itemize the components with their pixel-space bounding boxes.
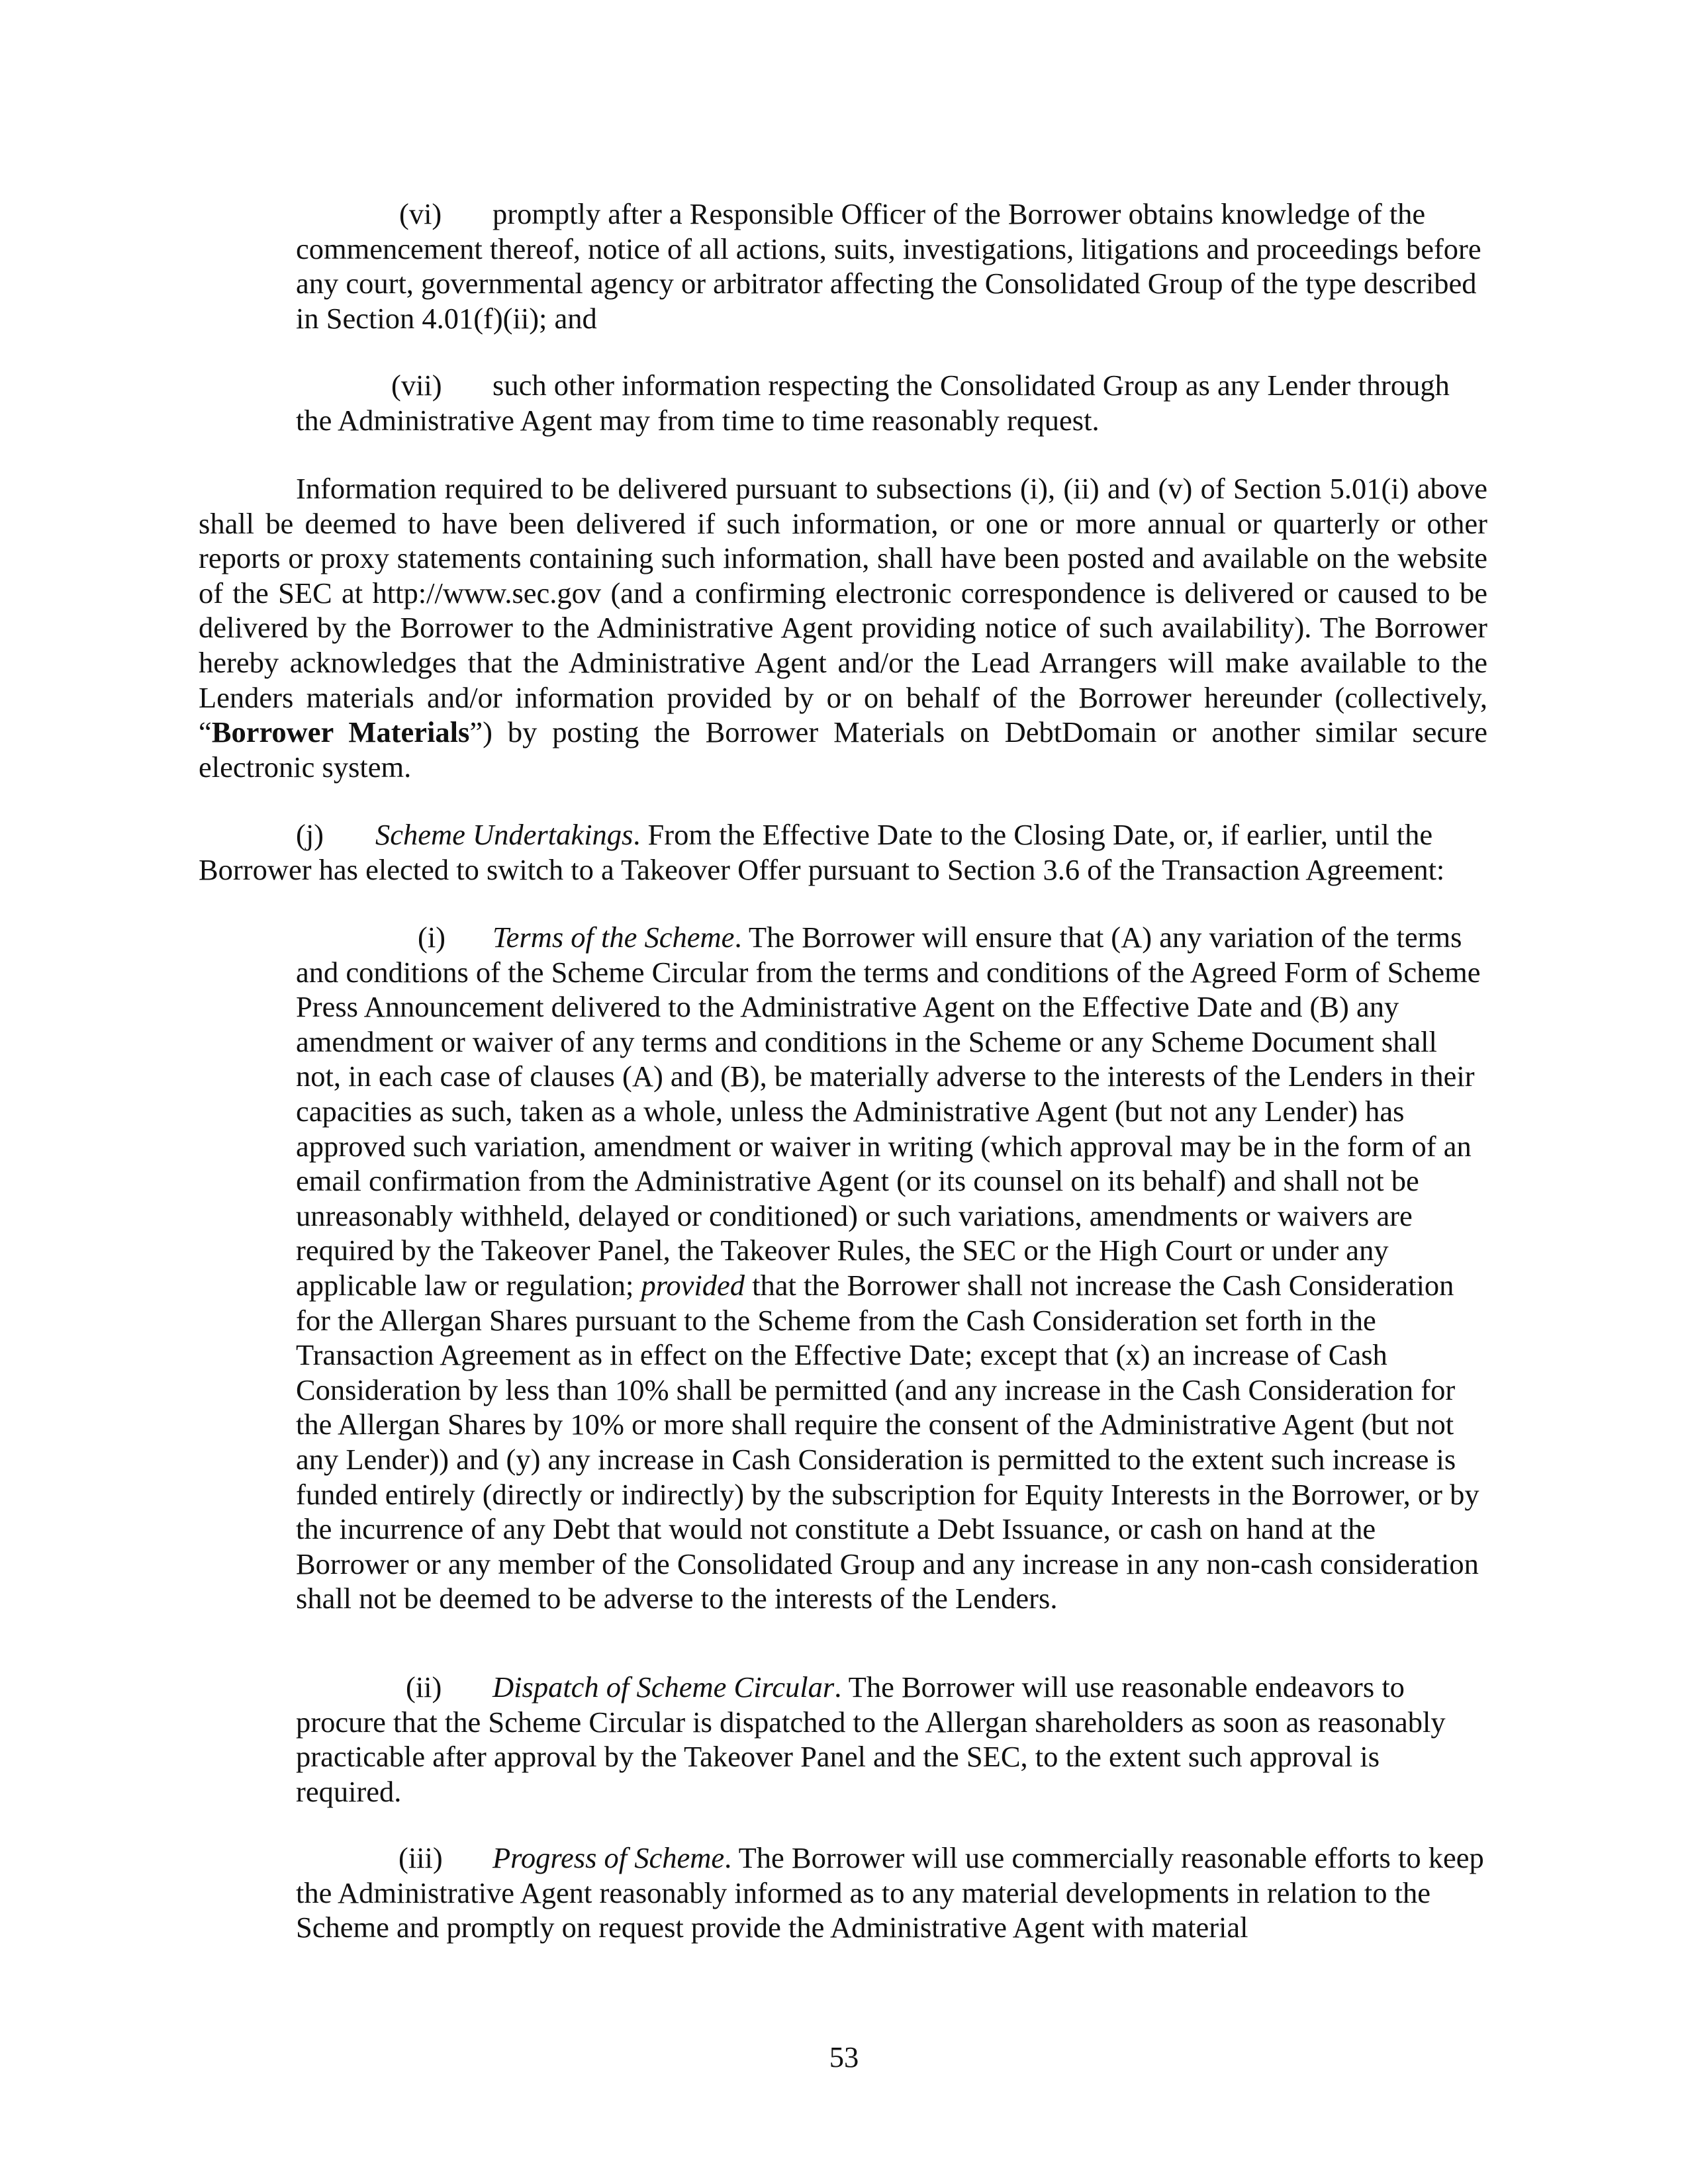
- paragraph-number: (iii): [399, 1841, 443, 1874]
- section-heading: Progress of Scheme: [492, 1841, 725, 1874]
- paragraph-vi: [296, 197, 1487, 336]
- paragraph-number: (vii): [391, 369, 442, 402]
- paragraph-j-scheme-undertakings: [199, 817, 1487, 887]
- paragraph-text: such other information respecting the Consolidated Group as any Lender through the Administrative Agent may from time to time reasonably request.: [296, 369, 1450, 437]
- paragraph-number: (ii): [406, 1670, 442, 1704]
- page-number: 53: [829, 2040, 859, 2073]
- paragraph-text: promptly after a Responsible Officer of the Borrower obtains knowledge of the commencement thereof, notice of all actions, suits, investigations, litigations and proceedings before any court, governmental agency or arbitrator affecting the Consolidated Group of the type described in Section 4.01(f)(ii); and: [296, 197, 1481, 335]
- paragraph-number: (j): [296, 818, 324, 851]
- section-heading: Terms of the Scheme: [492, 921, 735, 954]
- paragraph-text: . From the Effective Date to the Closing Date, or, if earlier, until the Borrower has elected to switch to a Takeover Offer pursuant to Section 3.6 of the Transaction Agreement:: [199, 818, 1445, 886]
- paragraph-vii: [296, 368, 1487, 437]
- paragraph-text: . The Borrower will use commercially reasonable efforts to keep the Administrative Agent reasonably informed as to any material developments in relation to the Scheme and promptly on request provide the Administrative Agent with material: [296, 1841, 1484, 1944]
- paragraph-ii-dispatch: [296, 1670, 1487, 1809]
- paragraph-text: Information required to be delivered pursuant to subsections (i), (ii) and (v) of Section 5.01(i) above shall be deemed to have been delivered if such information, or one or more annual or quarterly or other reports or proxy statements containing such information, shall have been posted and available on the website of the SEC at http://www.sec.gov (and a confirming electronic correspondence is delivered or caused to be delivered by the Borrower to the Administrative Agent providing notice of such availability). The Borrower hereby acknowledges that the Administrative Agent and/or the Lead Arrangers will make available to the Lenders materials and/or information provided by or on behalf of the Borrower hereunder (collectively, “: [199, 472, 1487, 749]
- paragraph-information-delivery: [199, 471, 1487, 784]
- section-heading: Dispatch of Scheme Circular: [492, 1670, 835, 1704]
- paragraph-text: that the Borrower shall not increase the Cash Consideration for the Allergan Shares pursuant to the Scheme from the Cash Consideration set forth in the Transaction Agreement as in effect on the Effective Date; except that (x) an increase of Cash Consideration by less than 10% shall be permitted (and any increase in the Cash Consideration for the Allergan Shares by 10% or more shall require the consent of the Administrative Agent (but not any Lender)) and (y) any increase in Cash Consideration is permitted to the extent such increase is funded entirely (directly or indirectly) by the subscription for Equity Interests in the Borrower, or by the incurrence of any Debt that would not constitute a Debt Issuance, or cash on hand at the Borrower or any member of the Consolidated Group and any increase in any non-cash consideration shall not be deemed to be adverse to the interests of the Lenders.: [296, 1268, 1479, 1615]
- paragraph-i-terms-of-scheme: [296, 920, 1487, 1616]
- defined-term-borrower-materials: Borrower Materials: [211, 715, 470, 749]
- section-heading: Scheme Undertakings: [375, 818, 633, 851]
- paragraph-text: ”) by posting the Borrower Materials on DebtDomain or another similar secure electronic system.: [199, 715, 1487, 784]
- paragraph-text: . The Borrower will use reasonable endeavors to procure that the Scheme Circular is dispatched to the Allergan shareholders as soon as reasonably practicable after approval by the Takeover Panel and the SEC, to the extent such approval is required.: [296, 1670, 1446, 1808]
- paragraph-iii-progress: [296, 1841, 1487, 1945]
- paragraph-number: (vi): [399, 197, 442, 230]
- paragraph-number: (i): [418, 921, 446, 954]
- paragraph-text: . The Borrower will ensure that (A) any variation of the terms and conditions of the Scheme Circular from the terms and conditions of the Agreed Form of Scheme Press Announcement delivered to the Administrative Agent on the Effective Date and (B) any amendment or waiver of any terms and conditions in the Scheme or any Scheme Document shall not, in each case of clauses (A) and (B), be materially adverse to the interests of the Lenders in their capacities as such, taken as a whole, unless the Administrative Agent (but not any Lender) has approved such variation, amendment or waiver in writing (which approval may be in the form of an email confirmation from the Administrative Agent (or its counsel on its behalf) and shall not be unreasonably withheld, delayed or conditioned) or such variations, amendments or waivers are required by the Takeover Panel, the Takeover Rules, the SEC or the High Court or under any applicable law or regulation;: [296, 921, 1481, 1302]
- provided-term: provided: [641, 1268, 745, 1302]
